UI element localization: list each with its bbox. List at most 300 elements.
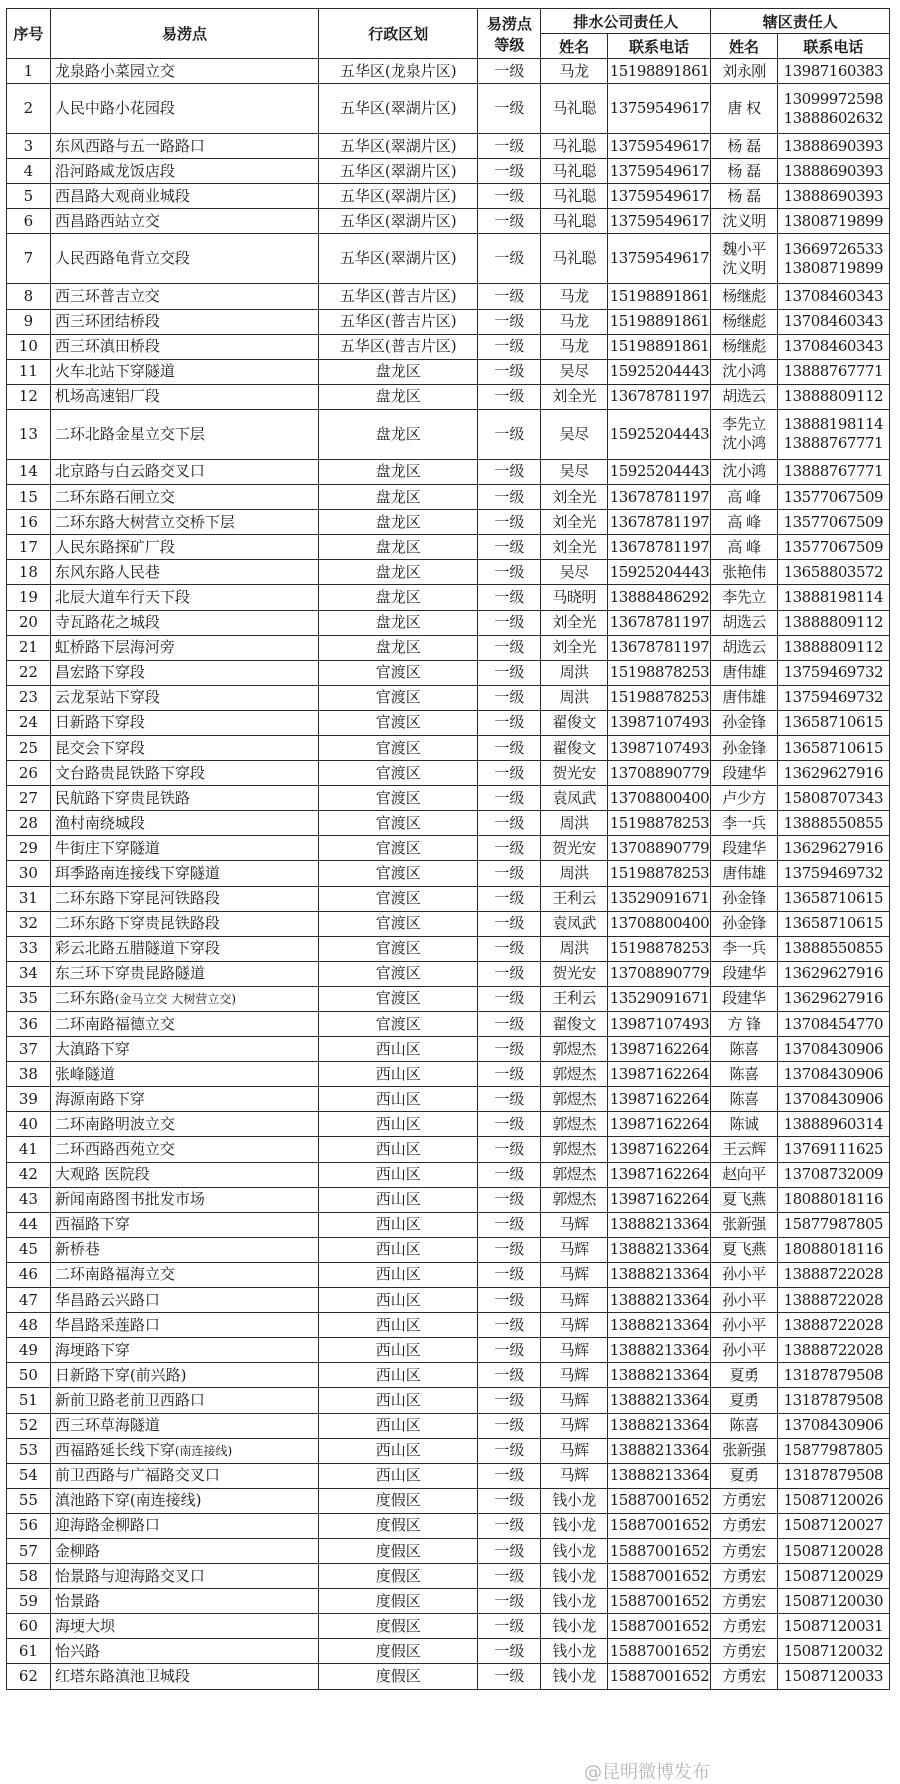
drain-phone-text: 13888213364 — [609, 1441, 710, 1460]
spot-cell — [50, 309, 318, 334]
level-cell — [478, 1614, 541, 1639]
watermark: @昆明微博发布 — [584, 1762, 710, 1783]
spot-cell — [50, 1212, 318, 1237]
table-row — [7, 710, 890, 735]
spot-cell — [50, 1664, 318, 1689]
drain-name-cell — [541, 911, 607, 936]
seq-text: 2 — [23, 99, 34, 118]
drain-phone-text: 15887001652 — [609, 1541, 710, 1560]
drain-phone-cell — [607, 660, 711, 685]
seq-cell — [7, 911, 51, 936]
drain-phone-text: 15198891861 — [609, 61, 710, 80]
seq-cell — [7, 1463, 51, 1488]
level-text: 一级 — [494, 562, 525, 581]
drain-name-cell — [541, 836, 607, 861]
seq-text: 41 — [18, 1140, 38, 1159]
spot-text: 彩云北路五腊隧道下穿段 — [54, 939, 220, 958]
spot-cell — [50, 234, 318, 284]
spot-cell — [50, 811, 318, 836]
area-phone-cell — [777, 1614, 889, 1639]
drain-name-text: 马辉 — [559, 1416, 589, 1435]
drain-phone-text: 15925204443 — [609, 362, 710, 381]
area-name-cell — [711, 1664, 777, 1689]
drain-name-cell — [541, 735, 607, 760]
area-name-cell — [711, 735, 777, 760]
drain-name-cell — [541, 1564, 607, 1589]
drain-phone-cell — [607, 159, 711, 184]
area-phone-cell — [777, 1037, 889, 1062]
area-phone-cell — [777, 510, 889, 535]
level-cell — [478, 1564, 541, 1589]
level-cell — [478, 735, 541, 760]
spot-text: 北辰大道车行天下段 — [54, 587, 190, 606]
seq-cell — [7, 1538, 51, 1563]
area-phone-cell — [777, 1363, 889, 1388]
area-phone-text: 13987160383 — [783, 61, 884, 80]
spot-cell — [50, 134, 318, 159]
district-cell — [319, 1538, 478, 1563]
area-name-cell — [711, 1338, 777, 1363]
area-phone-text: 18088018116 — [783, 1240, 884, 1259]
district-text: 官渡区 — [375, 763, 421, 782]
header-level-line2: 等级 — [494, 35, 525, 54]
district-cell — [319, 234, 478, 284]
seq-text: 26 — [18, 763, 38, 782]
area-name-text: 胡选云 — [722, 613, 766, 632]
seq-text: 60 — [18, 1616, 38, 1635]
drain-name-text: 马龙 — [559, 312, 589, 331]
district-cell — [319, 409, 478, 459]
district-cell — [319, 861, 478, 886]
area-phone-cell — [777, 1313, 889, 1338]
level-cell — [478, 234, 541, 284]
area-phone-text: 13888690393 — [783, 136, 884, 155]
area-phone-text: 13629627916 — [783, 763, 884, 782]
level-cell — [478, 986, 541, 1011]
drain-phone-text: 15887001652 — [609, 1516, 710, 1535]
area-name-text: 陈喜 — [729, 1039, 759, 1058]
level-text: 一级 — [494, 889, 525, 908]
area-name-text: 王云辉 — [722, 1140, 766, 1159]
spot-text: 二环南路明波立交 — [54, 1114, 175, 1133]
spot-text: 新闻南路图书批发市场 — [54, 1190, 205, 1209]
seq-text: 54 — [18, 1466, 38, 1485]
spot-cell — [50, 1614, 318, 1639]
drain-name-cell — [541, 1513, 607, 1538]
drain-phone-cell — [607, 1639, 711, 1664]
area-phone-text: 15877987805 — [783, 1441, 884, 1460]
table-row — [7, 459, 890, 484]
area-name-cell — [711, 284, 777, 309]
level-cell — [478, 1162, 541, 1187]
drain-phone-text: 15198878253 — [609, 813, 710, 832]
seq-text: 32 — [18, 914, 38, 933]
drain-phone-text: 13987162264 — [609, 1064, 710, 1083]
drain-phone-cell — [607, 585, 711, 610]
district-text: 官渡区 — [375, 688, 421, 707]
spot-text: 海源南路下穿 — [54, 1089, 145, 1108]
area-phone-text: 15087120032 — [783, 1641, 884, 1660]
area-name-cell — [711, 1639, 777, 1664]
level-cell — [478, 1112, 541, 1137]
spot-note: (金马立交 大树营立交) — [114, 991, 237, 1006]
spot-cell — [50, 1062, 318, 1087]
area-name-text: 夏勇 — [729, 1365, 759, 1384]
area-name-text: 陈喜 — [729, 1416, 759, 1435]
area-name-text: 唐 权 — [727, 99, 761, 118]
level-text: 一级 — [494, 1365, 525, 1384]
area-phone-cell — [777, 560, 889, 585]
area-name-cell — [711, 1062, 777, 1087]
drain-phone-cell — [607, 1062, 711, 1087]
table-row — [7, 209, 890, 234]
table-row — [7, 535, 890, 560]
header-level — [478, 9, 541, 59]
level-cell — [478, 936, 541, 961]
spot-text: 龙泉路小菜园立交 — [54, 61, 175, 80]
drain-phone-text: 13759549617 — [609, 186, 710, 205]
spot-text: 北京路与白云路交叉口 — [54, 462, 205, 481]
area-phone-text: 13888722028 — [783, 1265, 884, 1284]
drain-name-cell — [541, 284, 607, 309]
area-phone-text: 13759469732 — [783, 688, 884, 707]
level-cell — [478, 1062, 541, 1087]
seq-text: 46 — [18, 1265, 38, 1284]
district-cell — [319, 1112, 478, 1137]
seq-text: 6 — [23, 211, 34, 230]
drain-name-text: 郭煜杰 — [552, 1064, 596, 1083]
level-cell — [478, 1237, 541, 1262]
area-phone-cell — [777, 911, 889, 936]
drain-name-cell — [541, 710, 607, 735]
district-cell — [319, 1564, 478, 1589]
spot-cell — [50, 710, 318, 735]
area-phone-cell — [777, 886, 889, 911]
area-phone-cell — [777, 936, 889, 961]
level-cell — [478, 1037, 541, 1062]
table-row — [7, 1639, 890, 1664]
drain-name-cell — [541, 1338, 607, 1363]
area-phone-cell — [777, 1589, 889, 1614]
drain-name-text: 王利云 — [552, 989, 596, 1008]
spot-cell — [50, 1187, 318, 1212]
area-phone-cell — [777, 234, 889, 284]
area-phone-cell — [777, 1162, 889, 1187]
district-text: 五华区(翠湖片区) — [339, 136, 457, 155]
level-cell — [478, 685, 541, 710]
spot-cell — [50, 1313, 318, 1338]
seq-text: 53 — [18, 1441, 38, 1460]
seq-cell — [7, 134, 51, 159]
area-name-text: 孙金锋 — [722, 738, 766, 757]
area-name-text: 刘永刚 — [722, 61, 766, 80]
district-cell — [319, 585, 478, 610]
area-name-cell — [711, 309, 777, 334]
table-row — [7, 560, 890, 585]
drain-phone-cell — [607, 1087, 711, 1112]
area-name-text: 方勇宏 — [722, 1666, 766, 1685]
spot-text: 二环东路 — [54, 988, 115, 1007]
seq-text: 37 — [18, 1039, 38, 1058]
drain-name-cell — [541, 1062, 607, 1087]
spot-note: (南连接线) — [174, 1443, 233, 1458]
drain-name-text: 翟俊文 — [552, 713, 596, 732]
spot-text: 红塔东路滇池卫城段 — [54, 1666, 190, 1685]
drain-phone-text: 15198891861 — [609, 337, 710, 356]
level-cell — [478, 610, 541, 635]
area-phone-cell — [777, 585, 889, 610]
area-name-cell — [711, 861, 777, 886]
drain-phone-cell — [607, 485, 711, 510]
drain-name-cell — [541, 961, 607, 986]
district-text: 盘龙区 — [375, 537, 421, 556]
spot-cell — [50, 1589, 318, 1614]
district-cell — [319, 510, 478, 535]
seq-cell — [7, 409, 51, 459]
area-name-text: 魏小平 — [722, 239, 766, 258]
spot-cell — [50, 861, 318, 886]
district-text: 盘龙区 — [375, 362, 421, 381]
level-text: 一级 — [494, 663, 525, 682]
district-text: 度假区 — [375, 1541, 421, 1560]
level-cell — [478, 1664, 541, 1689]
drain-name-cell — [541, 1413, 607, 1438]
area-phone-text: 13808719899 — [783, 258, 884, 277]
drain-phone-cell — [607, 986, 711, 1011]
drain-phone-text: 13987107493 — [609, 738, 710, 757]
drain-phone-cell — [607, 1538, 711, 1563]
table-row — [7, 234, 890, 284]
spot-text: 东风西路与五一路路口 — [54, 136, 205, 155]
drain-name-text: 周洪 — [559, 863, 589, 882]
drain-name-text: 钱小龙 — [552, 1516, 596, 1535]
drain-name-cell — [541, 886, 607, 911]
drain-name-text: 马辉 — [559, 1340, 589, 1359]
drain-name-cell — [541, 1388, 607, 1413]
spot-text: 华昌路云兴路口 — [54, 1290, 160, 1309]
area-phone-text: 13888809112 — [783, 387, 884, 406]
table-row — [7, 1413, 890, 1438]
district-cell — [319, 1438, 478, 1463]
drain-name-text: 马辉 — [559, 1390, 589, 1409]
table-row — [7, 84, 890, 134]
area-name-text: 李一兵 — [722, 813, 766, 832]
district-text: 官渡区 — [375, 738, 421, 757]
area-name-cell — [711, 986, 777, 1011]
drain-phone-text: 13888213364 — [609, 1290, 710, 1309]
drain-phone-cell — [607, 184, 711, 209]
level-cell — [478, 1589, 541, 1614]
level-cell — [478, 761, 541, 786]
district-cell — [319, 1338, 478, 1363]
drain-phone-text: 13888486292 — [609, 587, 710, 606]
level-cell — [478, 1363, 541, 1388]
spot-cell — [50, 409, 318, 459]
drain-phone-cell — [607, 1237, 711, 1262]
area-name-cell — [711, 384, 777, 409]
area-phone-text: 13769111625 — [783, 1140, 884, 1159]
area-name-cell — [711, 535, 777, 560]
area-phone-text: 13708430906 — [783, 1416, 884, 1435]
area-phone-text: 13577067509 — [783, 537, 884, 556]
spot-cell — [50, 886, 318, 911]
spot-text: 东风东路人民巷 — [54, 562, 160, 581]
seq-cell — [7, 359, 51, 384]
drain-name-text: 吴尽 — [559, 424, 589, 443]
drain-name-cell — [541, 1639, 607, 1664]
area-phone-cell — [777, 836, 889, 861]
area-phone-text: 13577067509 — [783, 512, 884, 531]
spot-cell — [50, 1388, 318, 1413]
district-text: 度假区 — [375, 1666, 421, 1685]
seq-text: 4 — [23, 161, 34, 180]
drain-name-cell — [541, 134, 607, 159]
area-name-cell — [711, 159, 777, 184]
drain-phone-cell — [607, 59, 711, 84]
area-name-text: 方 锋 — [727, 1014, 761, 1033]
district-text: 度假区 — [375, 1491, 421, 1510]
level-text: 一级 — [494, 1566, 525, 1585]
seq-text: 3 — [23, 136, 34, 155]
drain-phone-cell — [607, 836, 711, 861]
seq-cell — [7, 1288, 51, 1313]
district-cell — [319, 1413, 478, 1438]
spot-cell — [50, 1463, 318, 1488]
area-phone-text: 13629627916 — [783, 989, 884, 1008]
district-text: 五华区(龙泉片区) — [339, 61, 457, 80]
seq-cell — [7, 510, 51, 535]
level-cell — [478, 710, 541, 735]
drain-name-text: 刘全光 — [552, 487, 596, 506]
drain-name-text: 钱小龙 — [552, 1566, 596, 1585]
drain-phone-cell — [607, 1012, 711, 1037]
district-cell — [319, 811, 478, 836]
area-phone-cell — [777, 284, 889, 309]
drain-name-text: 郭煜杰 — [552, 1140, 596, 1159]
district-text: 度假区 — [375, 1591, 421, 1610]
spot-cell — [50, 610, 318, 635]
area-name-text: 杨继彪 — [722, 287, 766, 306]
level-text: 一级 — [494, 1491, 525, 1510]
area-phone-text: 13888722028 — [783, 1340, 884, 1359]
level-cell — [478, 635, 541, 660]
area-phone-text: 15808707343 — [783, 788, 884, 807]
level-cell — [478, 1012, 541, 1037]
area-name-text: 段建华 — [722, 964, 766, 983]
level-cell — [478, 1262, 541, 1287]
area-name-cell — [711, 660, 777, 685]
seq-text: 27 — [18, 788, 38, 807]
seq-text: 23 — [18, 688, 38, 707]
seq-text: 11 — [18, 362, 38, 381]
spot-text: 沿河路咸龙饭店段 — [54, 161, 175, 180]
drain-phone-cell — [607, 1313, 711, 1338]
area-name-text: 孙金锋 — [722, 889, 766, 908]
area-phone-cell — [777, 1288, 889, 1313]
area-name-cell — [711, 485, 777, 510]
area-name-text: 杨 磊 — [727, 136, 761, 155]
spot-text: 大观路 医院段 — [54, 1165, 150, 1184]
spot-cell — [50, 1087, 318, 1112]
level-cell — [478, 786, 541, 811]
level-text: 一级 — [494, 387, 525, 406]
level-text: 一级 — [494, 1039, 525, 1058]
table-row — [7, 1087, 890, 1112]
district-cell — [319, 961, 478, 986]
area-name-text: 唐伟雄 — [722, 688, 766, 707]
area-phone-cell — [777, 309, 889, 334]
drain-name-text: 马辉 — [559, 1290, 589, 1309]
table-row — [7, 811, 890, 836]
drain-name-text: 马礼聪 — [552, 99, 596, 118]
drain-phone-text: 13888213364 — [609, 1466, 710, 1485]
area-name-text: 杨 磊 — [727, 186, 761, 205]
district-cell — [319, 836, 478, 861]
seq-text: 33 — [18, 939, 38, 958]
level-cell — [478, 384, 541, 409]
district-text: 西山区 — [375, 1240, 421, 1259]
drain-name-cell — [541, 409, 607, 459]
drain-phone-text: 13759549617 — [609, 161, 710, 180]
district-cell — [319, 59, 478, 84]
drain-phone-text: 15198878253 — [609, 688, 710, 707]
seq-cell — [7, 1589, 51, 1614]
drain-name-cell — [541, 309, 607, 334]
district-cell — [319, 1313, 478, 1338]
drain-phone-text: 13759549617 — [609, 136, 710, 155]
area-name-text: 夏勇 — [729, 1390, 759, 1409]
area-name-text: 高 峰 — [727, 487, 761, 506]
level-text: 一级 — [494, 249, 525, 268]
drain-name-cell — [541, 334, 607, 359]
level-text: 一级 — [494, 1441, 525, 1460]
seq-cell — [7, 1664, 51, 1689]
seq-text: 35 — [18, 989, 38, 1008]
area-name-text: 陈诚 — [729, 1114, 759, 1133]
district-text: 西山区 — [375, 1165, 421, 1184]
spot-cell — [50, 786, 318, 811]
level-cell — [478, 359, 541, 384]
level-cell — [478, 59, 541, 84]
level-cell — [478, 585, 541, 610]
spot-text: 二环北路金星立交下层 — [54, 424, 205, 443]
district-text: 西山区 — [375, 1265, 421, 1284]
drain-phone-text: 13987162264 — [609, 1114, 710, 1133]
spot-text: 文台路贵昆铁路下穿段 — [54, 763, 205, 782]
area-name-text: 方勇宏 — [722, 1541, 766, 1560]
header-district: 行政区划 — [319, 9, 478, 59]
district-text: 西山区 — [375, 1190, 421, 1209]
drain-phone-cell — [607, 1388, 711, 1413]
waterlogging-table — [6, 8, 890, 1690]
seq-text: 21 — [18, 638, 38, 657]
level-cell — [478, 309, 541, 334]
level-text: 一级 — [494, 1265, 525, 1284]
drain-phone-text: 13759549617 — [609, 99, 710, 118]
district-text: 官渡区 — [375, 713, 421, 732]
level-cell — [478, 1212, 541, 1237]
area-name-cell — [711, 359, 777, 384]
area-name-text: 卢少方 — [722, 788, 766, 807]
area-name-text: 段建华 — [722, 763, 766, 782]
drain-name-cell — [541, 585, 607, 610]
level-text: 一级 — [494, 1140, 525, 1159]
drain-name-cell — [541, 59, 607, 84]
header-spot: 易涝点 — [50, 9, 318, 59]
area-phone-cell — [777, 1212, 889, 1237]
drain-name-cell — [541, 1538, 607, 1563]
spot-cell — [50, 1363, 318, 1388]
